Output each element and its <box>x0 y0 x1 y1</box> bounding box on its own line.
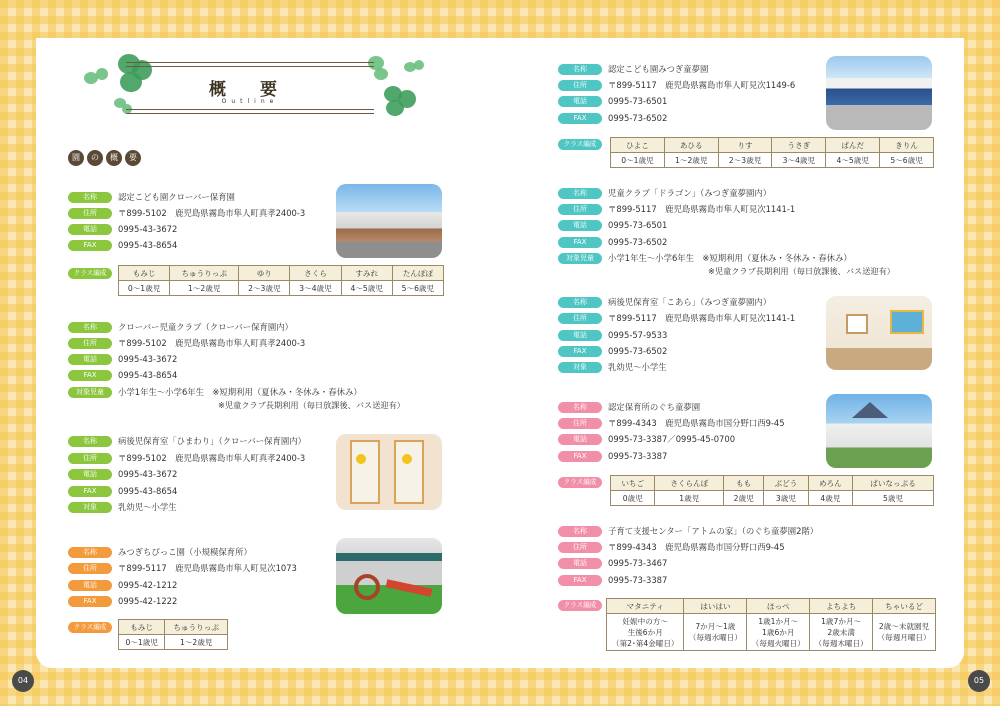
fax-label: FAX <box>558 346 602 357</box>
tel-label: 電話 <box>68 354 112 365</box>
table-cell: 4～5歳児 <box>826 153 880 168</box>
fax: 0995-73-6502 <box>608 346 668 356</box>
koara-room-photo <box>826 296 932 370</box>
tel-label: 電話 <box>68 580 112 591</box>
fax: 0995-73-6502 <box>608 113 668 123</box>
fax: 0995-73-3387 <box>608 575 668 585</box>
table-cell: めろん <box>808 476 852 491</box>
name-label: 名称 <box>558 297 602 308</box>
table-cell: さくら <box>290 266 341 281</box>
class-table <box>610 137 934 168</box>
class-table <box>610 475 934 506</box>
address-label: 住所 <box>68 338 112 349</box>
table-cell: もみじ <box>119 620 165 635</box>
tel: 0995-57-9533 <box>608 330 668 340</box>
target-label: 対象児童 <box>68 387 112 398</box>
tel: 0995-73-6501 <box>608 220 668 230</box>
tel-label: 電話 <box>558 96 602 107</box>
table-cell: 0～1歳児 <box>611 153 665 168</box>
address-label: 住所 <box>558 204 602 215</box>
target-label: 対象児童 <box>558 253 602 264</box>
section-char: の <box>87 150 103 166</box>
class-label: クラス編成 <box>558 477 602 488</box>
address-label: 住所 <box>558 542 602 553</box>
address: 〒899-5102 鹿児島県霧島市隼人町真孝2400-3 <box>118 453 306 463</box>
address: 〒899-4343 鹿児島県霧島市国分野口西9-45 <box>608 542 785 552</box>
table-cell: 妊娠中の方～ 生後6か月 （第2･第4金曜日） <box>607 614 684 651</box>
page-number-right: 05 <box>968 670 990 692</box>
tel: 0995-73-3387／0995-45-0700 <box>608 434 736 444</box>
tel-label: 電話 <box>558 330 602 341</box>
table-cell: ぶどう <box>764 476 808 491</box>
target-label: 対象 <box>558 362 602 373</box>
name-label: 名称 <box>558 188 602 199</box>
class-label: クラス編成 <box>68 622 112 633</box>
table-cell: ぱいなっぷる <box>853 476 934 491</box>
tel: 0995-73-3467 <box>608 558 668 568</box>
table-cell: 1歳1か月～ 1歳6か月 （毎週火曜日） <box>747 614 810 651</box>
gutter <box>492 38 508 668</box>
table-cell: 7か月～1歳 （毎週水曜日） <box>684 614 747 651</box>
facility-name: 病後児保育室「ひまわり」（クローバー保育園内） <box>118 436 307 446</box>
class-table <box>118 265 444 296</box>
table-cell: 4歳児 <box>808 491 852 506</box>
table-cell: 1～2歳児 <box>165 635 228 650</box>
table-cell: もも <box>724 476 764 491</box>
table-cell: 0～1歳児 <box>119 635 165 650</box>
table-cell: すみれ <box>341 266 392 281</box>
class-label: クラス編成 <box>68 268 112 279</box>
table-cell: いちご <box>611 476 655 491</box>
facility-name: みつぎちぴっこ園（小規模保育所） <box>118 547 252 557</box>
fax-label: FAX <box>68 486 112 497</box>
tel: 0995-73-6501 <box>608 96 668 106</box>
name-label: 名称 <box>68 192 112 203</box>
fax-label: FAX <box>68 370 112 381</box>
table-cell: ちゃいるど <box>873 599 936 614</box>
address-label: 住所 <box>68 208 112 219</box>
address: 〒899-5102 鹿児島県霧島市隼人町真孝2400-3 <box>118 208 306 218</box>
fax-label: FAX <box>558 451 602 462</box>
name-label: 名称 <box>558 526 602 537</box>
facility-name: 病後児保育室「こあら」（みつぎ童夢園内） <box>608 297 772 307</box>
table-cell: 4～5歳児 <box>341 281 392 296</box>
mitsugi-building-photo <box>826 56 932 130</box>
address: 〒899-5117 鹿児島県霧島市隼人町見次1141-1 <box>608 313 796 323</box>
table-cell: もみじ <box>119 266 170 281</box>
page-title: 概 要 <box>209 80 291 100</box>
address-label: 住所 <box>68 563 112 574</box>
noguchi-building-photo <box>826 394 932 468</box>
address-label: 住所 <box>558 80 602 91</box>
table-cell: 1歳7か月～ 2歳未満 （毎週木曜日） <box>810 614 873 651</box>
table-cell: 5歳児 <box>853 491 934 506</box>
tel: 0995-43-3672 <box>118 469 178 479</box>
himawari-room-photo <box>336 434 442 510</box>
title-box <box>126 62 374 114</box>
fax-label: FAX <box>68 240 112 251</box>
table-cell: ぱんだ <box>826 138 880 153</box>
page-subtitle: Outline <box>221 98 279 105</box>
page-number-left: 04 <box>12 670 34 692</box>
table-cell: ちゅうりっぷ <box>170 266 239 281</box>
tel: 0995-43-3672 <box>118 224 178 234</box>
name-label: 名称 <box>558 64 602 75</box>
tel-label: 電話 <box>68 469 112 480</box>
address-label: 住所 <box>558 313 602 324</box>
table-cell: 3～4歳児 <box>772 153 826 168</box>
table-cell: さくらんぼ <box>655 476 724 491</box>
class-label: クラス編成 <box>558 139 602 150</box>
target: 乳幼児～小学生 <box>608 362 667 372</box>
table-cell: 1～2歳児 <box>664 153 718 168</box>
table-cell: たんぽぽ <box>392 266 443 281</box>
clover-building-photo <box>336 184 442 258</box>
table-cell: 2歳児 <box>724 491 764 506</box>
section-char: 概 <box>106 150 122 166</box>
fax: 0995-43-8654 <box>118 486 178 496</box>
table-cell: 5～6歳児 <box>880 153 934 168</box>
table-cell: よちよち <box>810 599 873 614</box>
table-cell: 1～2歳児 <box>170 281 239 296</box>
class-table <box>606 598 936 651</box>
table-cell: マタニティ <box>607 599 684 614</box>
fax-label: FAX <box>68 596 112 607</box>
table-cell: きりん <box>880 138 934 153</box>
table-cell: 3～4歳児 <box>290 281 341 296</box>
target: 乳幼児～小学生 <box>118 502 177 512</box>
facility-name: 子育て支援センター「アトムの家」（のぐち童夢園2階） <box>608 526 819 536</box>
facility-name: 認定こども園みつぎ童夢園 <box>608 64 709 74</box>
class-table <box>118 619 228 650</box>
tel: 0995-43-3672 <box>118 354 178 364</box>
address: 〒899-4343 鹿児島県霧島市国分野口西9-45 <box>608 418 785 428</box>
tel-label: 電話 <box>558 558 602 569</box>
target: 小学1年生～小学6年生 ※短期利用（夏休み・冬休み・春休み） <box>118 387 362 397</box>
address: 〒899-5117 鹿児島県霧島市隼人町見次1149-6 <box>608 80 796 90</box>
fax: 0995-42-1222 <box>118 596 178 606</box>
table-cell: うさぎ <box>772 138 826 153</box>
facility-name: 認定こども園クローバー保育園 <box>118 192 235 202</box>
table-cell: ちゅうりっぷ <box>165 620 228 635</box>
class-label: クラス編成 <box>558 600 602 611</box>
tel-label: 電話 <box>68 224 112 235</box>
section-heading <box>68 150 141 166</box>
name-label: 名称 <box>558 402 602 413</box>
target-label: 対象 <box>68 502 112 513</box>
table-cell: 2～3歳児 <box>718 153 772 168</box>
table-cell: あひる <box>664 138 718 153</box>
tel-label: 電話 <box>558 434 602 445</box>
address-label: 住所 <box>558 418 602 429</box>
tel: 0995-42-1212 <box>118 580 178 590</box>
target: 小学1年生～小学6年生 ※短期利用（夏休み・冬休み・春休み） <box>608 253 852 263</box>
table-cell: 3歳児 <box>764 491 808 506</box>
table-cell: ゆり <box>239 266 290 281</box>
fax-label: FAX <box>558 575 602 586</box>
table-cell: りす <box>718 138 772 153</box>
name-label: 名称 <box>68 547 112 558</box>
facility-name: 認定保育所のぐち童夢園 <box>608 402 701 412</box>
table-cell: 0～1歳児 <box>119 281 170 296</box>
name-label: 名称 <box>68 436 112 447</box>
fax-label: FAX <box>558 237 602 248</box>
target-note: ※児童クラブ長期利用（毎日放課後、バス送迎有） <box>218 400 405 410</box>
section-char: 要 <box>125 150 141 166</box>
table-cell: ほっぺ <box>747 599 810 614</box>
section-char: 園 <box>68 150 84 166</box>
table-cell: 1歳児 <box>655 491 724 506</box>
table-cell: 5～6歳児 <box>392 281 443 296</box>
facility-name: クローバー児童クラブ（クローバー保育園内） <box>118 322 294 332</box>
table-cell: ひよこ <box>611 138 665 153</box>
address: 〒899-5117 鹿児島県霧島市隼人町見次1073 <box>118 563 297 573</box>
fax: 0995-43-8654 <box>118 370 178 380</box>
table-cell: 0歳児 <box>611 491 655 506</box>
piccolo-playground-photo <box>336 538 442 614</box>
name-label: 名称 <box>68 322 112 333</box>
address: 〒899-5117 鹿児島県霧島市隼人町見次1141-1 <box>608 204 796 214</box>
fax: 0995-43-8654 <box>118 240 178 250</box>
table-cell: はいはい <box>684 599 747 614</box>
facility-name: 児童クラブ「ドラゴン」（みつぎ童夢園内） <box>608 188 772 198</box>
fax-label: FAX <box>558 113 602 124</box>
table-cell: 2歳～未就園児 （毎週月曜日） <box>873 614 936 651</box>
fax: 0995-73-3387 <box>608 451 668 461</box>
target-note: ※児童クラブ長期利用（毎日放課後、バス送迎有） <box>708 266 895 276</box>
table-cell: 2～3歳児 <box>239 281 290 296</box>
address: 〒899-5102 鹿児島県霧島市隼人町真孝2400-3 <box>118 338 306 348</box>
fax: 0995-73-6502 <box>608 237 668 247</box>
address-label: 住所 <box>68 453 112 464</box>
tel-label: 電話 <box>558 220 602 231</box>
